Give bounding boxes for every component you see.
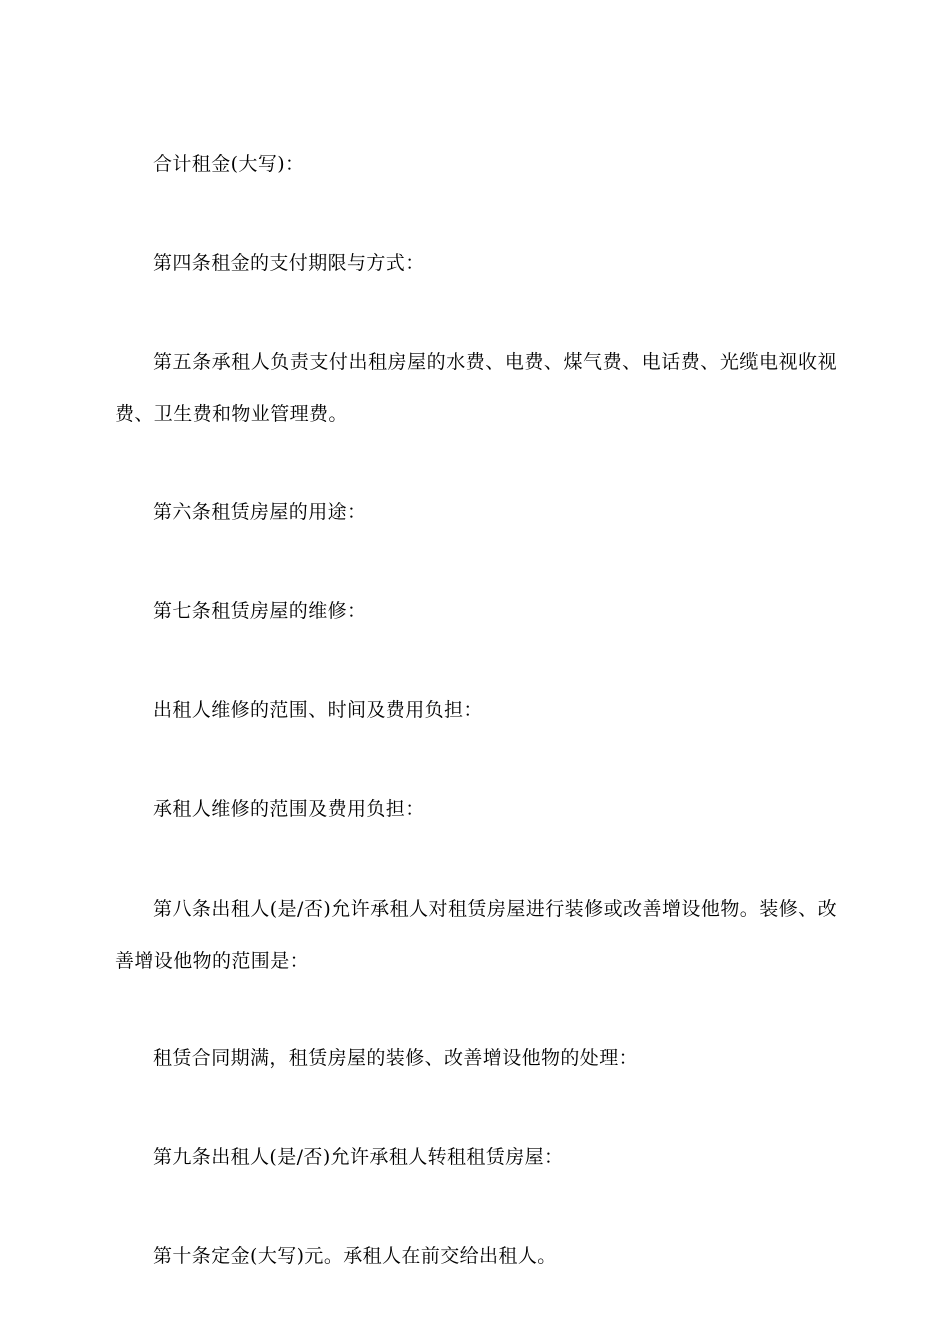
article-8-paragraph: 第八条出租人(是/否)允许承租人对租赁房屋进行装修或改善增设他物。装修、改善增设他物的范围是：	[115, 898, 837, 972]
lessor-maintenance-paragraph: 出租人维修的范围、时间及费用负担：	[153, 699, 483, 721]
lessee-maintenance-paragraph: 承租人维修的范围及费用负担：	[153, 798, 425, 820]
article-5-paragraph: 第五条承租人负责支付出租房屋的水费、电费、煤气费、电话费、光缆电视收视费、卫生费和物业管理费。	[115, 351, 837, 425]
article-7-paragraph: 第七条租赁房屋的维修：	[153, 600, 367, 622]
total-rent-paragraph: 合计租金(大写)：	[153, 153, 305, 175]
article-6-paragraph: 第六条租赁房屋的用途：	[153, 501, 367, 523]
article-10-paragraph: 第十条定金(大写)元。承租人在前交给出租人。	[153, 1245, 557, 1267]
article-4-paragraph: 第四条租金的支付期限与方式：	[153, 252, 425, 274]
lease-expiry-paragraph: 租赁合同期满，租赁房屋的装修、改善增设他物的处理：	[153, 1047, 639, 1069]
article-9-paragraph: 第九条出租人(是/否)允许承租人转租租赁房屋：	[153, 1146, 564, 1168]
